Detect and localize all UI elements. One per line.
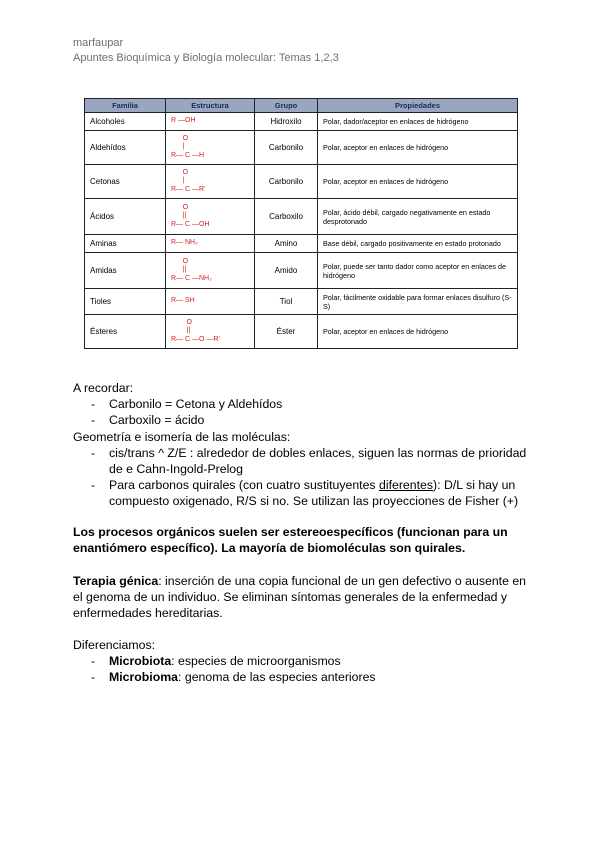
cell-familia: Aldehídos	[85, 131, 166, 165]
list-item: - Microbioma: genoma de las especies anteriores	[91, 670, 376, 685]
structure-formula	[171, 117, 249, 126]
cell-familia: Ésteres	[85, 315, 166, 349]
header-estructura: Estructura	[166, 99, 255, 113]
structure-formula	[171, 204, 249, 230]
definition: : especies de microorganismos	[171, 654, 341, 669]
terapia-definition: : inserción de una copia funcional de un gen defectivo o ausente en el genoma de un individuo. Se eliminan síntomas generales de la enfermedad y enfermedades hereditarias.	[73, 574, 527, 621]
cell-grupo: Amido	[255, 253, 318, 289]
table-row	[85, 113, 518, 131]
list-item-text: cis/trans ^ Z/E : alrededor de dobles enlaces, siguen las normas de prioridad de e Cahn-Ingold-Prelog	[109, 445, 527, 477]
cell-familia: Tioles	[85, 289, 166, 315]
formula-line: O	[171, 257, 189, 265]
structure-formula	[171, 239, 249, 248]
underlined-word: diferentes	[379, 478, 434, 493]
procesos-paragraph: Los procesos orgánicos suelen ser estereoespecíficos (funcionan para un enantiómero específico). La mayoría de biomoléculas son quirales.	[73, 525, 508, 556]
structure-formula	[171, 297, 249, 306]
header-propiedades: Propiedades	[318, 99, 518, 113]
cell-grupo: Carbonilo	[255, 131, 318, 165]
structure-formula	[171, 169, 249, 195]
cell-grupo: Amino	[255, 235, 318, 253]
list-item: - Carbonilo = Cetona y Aldehídos	[91, 397, 283, 412]
list-item-text	[109, 478, 518, 508]
author-header: marfaupar	[73, 37, 124, 49]
diferenciamos-section	[73, 637, 533, 686]
diferenciamos-title: Diferenciamos:	[73, 638, 156, 652]
formula-line: ||	[171, 327, 191, 335]
table-row	[85, 315, 518, 349]
cell-grupo: Carbonilo	[255, 165, 318, 199]
formula-line: O	[171, 203, 189, 211]
structure-formula	[171, 319, 249, 345]
recordar-section	[73, 380, 533, 510]
formula-line: |	[171, 143, 185, 151]
formula-line: ||	[171, 212, 187, 220]
cell-familia: Ácidos	[85, 199, 166, 235]
document-title-header: Apuntes Bioquímica y Biología molecular: Temas 1,2,3	[73, 52, 339, 64]
term: Microbioma	[109, 670, 179, 685]
cell-familia: Cetonas	[85, 165, 166, 199]
formula-line: R— C —O —R'	[171, 335, 220, 343]
cell-propiedades: Polar, dador/aceptor en enlaces de hidrógeno	[318, 113, 518, 131]
formula-line: R— C —R'	[171, 185, 206, 193]
table-header-row	[85, 99, 518, 113]
cell-propiedades: Polar, puede ser tanto dador como aceptor en enlaces de hidrógeno	[318, 253, 518, 289]
cell-familia: Aminas	[85, 235, 166, 253]
formula-line: O	[171, 318, 193, 326]
structure-formula	[171, 135, 249, 161]
formula-line: O	[171, 134, 189, 142]
formula-line: |	[171, 177, 185, 185]
cell-grupo: Tiol	[255, 289, 318, 315]
geometria-title: Geometría e isomería de las moléculas:	[73, 429, 291, 444]
cell-propiedades: Polar, aceptor en enlaces de hidrógeno	[318, 315, 518, 349]
cell-estructura	[166, 253, 255, 289]
terapia-paragraph	[73, 573, 533, 622]
cell-familia: Alcoholes	[85, 113, 166, 131]
cell-grupo: Hidroxilo	[255, 113, 318, 131]
structure-formula	[171, 258, 249, 284]
table-row	[85, 289, 518, 315]
table-row	[85, 199, 518, 235]
list-item-text: Carboxilo = ácido	[109, 413, 205, 428]
cell-estructura	[166, 315, 255, 349]
terapia-term: Terapia génica	[73, 574, 159, 588]
formula-line: R— C —OH	[171, 220, 210, 228]
cell-estructura	[166, 131, 255, 165]
cell-grupo: Carboxilo	[255, 199, 318, 235]
cell-propiedades: Base débil, cargado positivamente en estado protonado	[318, 235, 518, 253]
term: Microbiota	[109, 654, 172, 669]
table-body	[85, 113, 518, 349]
table-row	[85, 253, 518, 289]
list-item: - Microbiota: especies de microorganismos	[91, 654, 341, 669]
cell-estructura	[166, 289, 255, 315]
definition: : genoma de las especies anteriores	[178, 670, 376, 685]
text-part: ): D/L si hay un compuesto oxigenado, R/S si no. Se utilizan las proyecciones de Fisher (+)	[109, 478, 519, 509]
formula-line: R —OH	[171, 117, 196, 125]
header-familia: Familia	[85, 99, 166, 113]
cell-estructura	[166, 235, 255, 253]
cell-familia: Amidas	[85, 253, 166, 289]
formula-line: R— C —H	[171, 151, 205, 159]
cell-propiedades: Polar, ácido débil, cargado negativamente en estado desprotonado	[318, 199, 518, 235]
list-item-text: Carbonilo = Cetona y Aldehídos	[109, 397, 283, 412]
text-part: Para carbonos quirales (con cuatro sustituyentes	[109, 478, 379, 493]
header-grupo: Grupo	[255, 99, 318, 113]
list-item: - cis/trans ^ Z/E : alrededor de dobles enlaces, siguen las normas de prioridad de e Cahn-Ingold-Prelog	[91, 445, 527, 477]
formula-line: R— C —NH₂	[171, 274, 212, 282]
list-item: - Para carbonos quirales (con cuatro sustituyentes diferentes): D/L si hay un compuesto oxigenado, R/S si no. Se utilizan las proyecciones de Fisher (+)	[91, 478, 519, 509]
cell-propiedades: Polar, aceptor en enlaces de hidrógeno	[318, 165, 518, 199]
list-item: - Carboxilo = ácido	[91, 413, 205, 428]
recordar-title: A recordar:	[73, 381, 134, 395]
cell-propiedades: Polar, aceptor en enlaces de hidrógeno	[318, 131, 518, 165]
formula-line: R— SH	[171, 297, 195, 305]
cell-estructura	[166, 199, 255, 235]
cell-estructura	[166, 113, 255, 131]
formula-line: O	[171, 168, 189, 176]
cell-grupo: Éster	[255, 315, 318, 349]
formula-line: R— NH₂	[171, 239, 198, 247]
table-row	[85, 131, 518, 165]
table-row	[85, 235, 518, 253]
cell-propiedades: Polar, fácilmente oxidable para formar enlaces disulfuro (S-S)	[318, 289, 518, 315]
formula-line: ||	[171, 266, 187, 274]
table-row	[85, 165, 518, 199]
cell-estructura	[166, 165, 255, 199]
functional-groups-table	[84, 98, 518, 349]
